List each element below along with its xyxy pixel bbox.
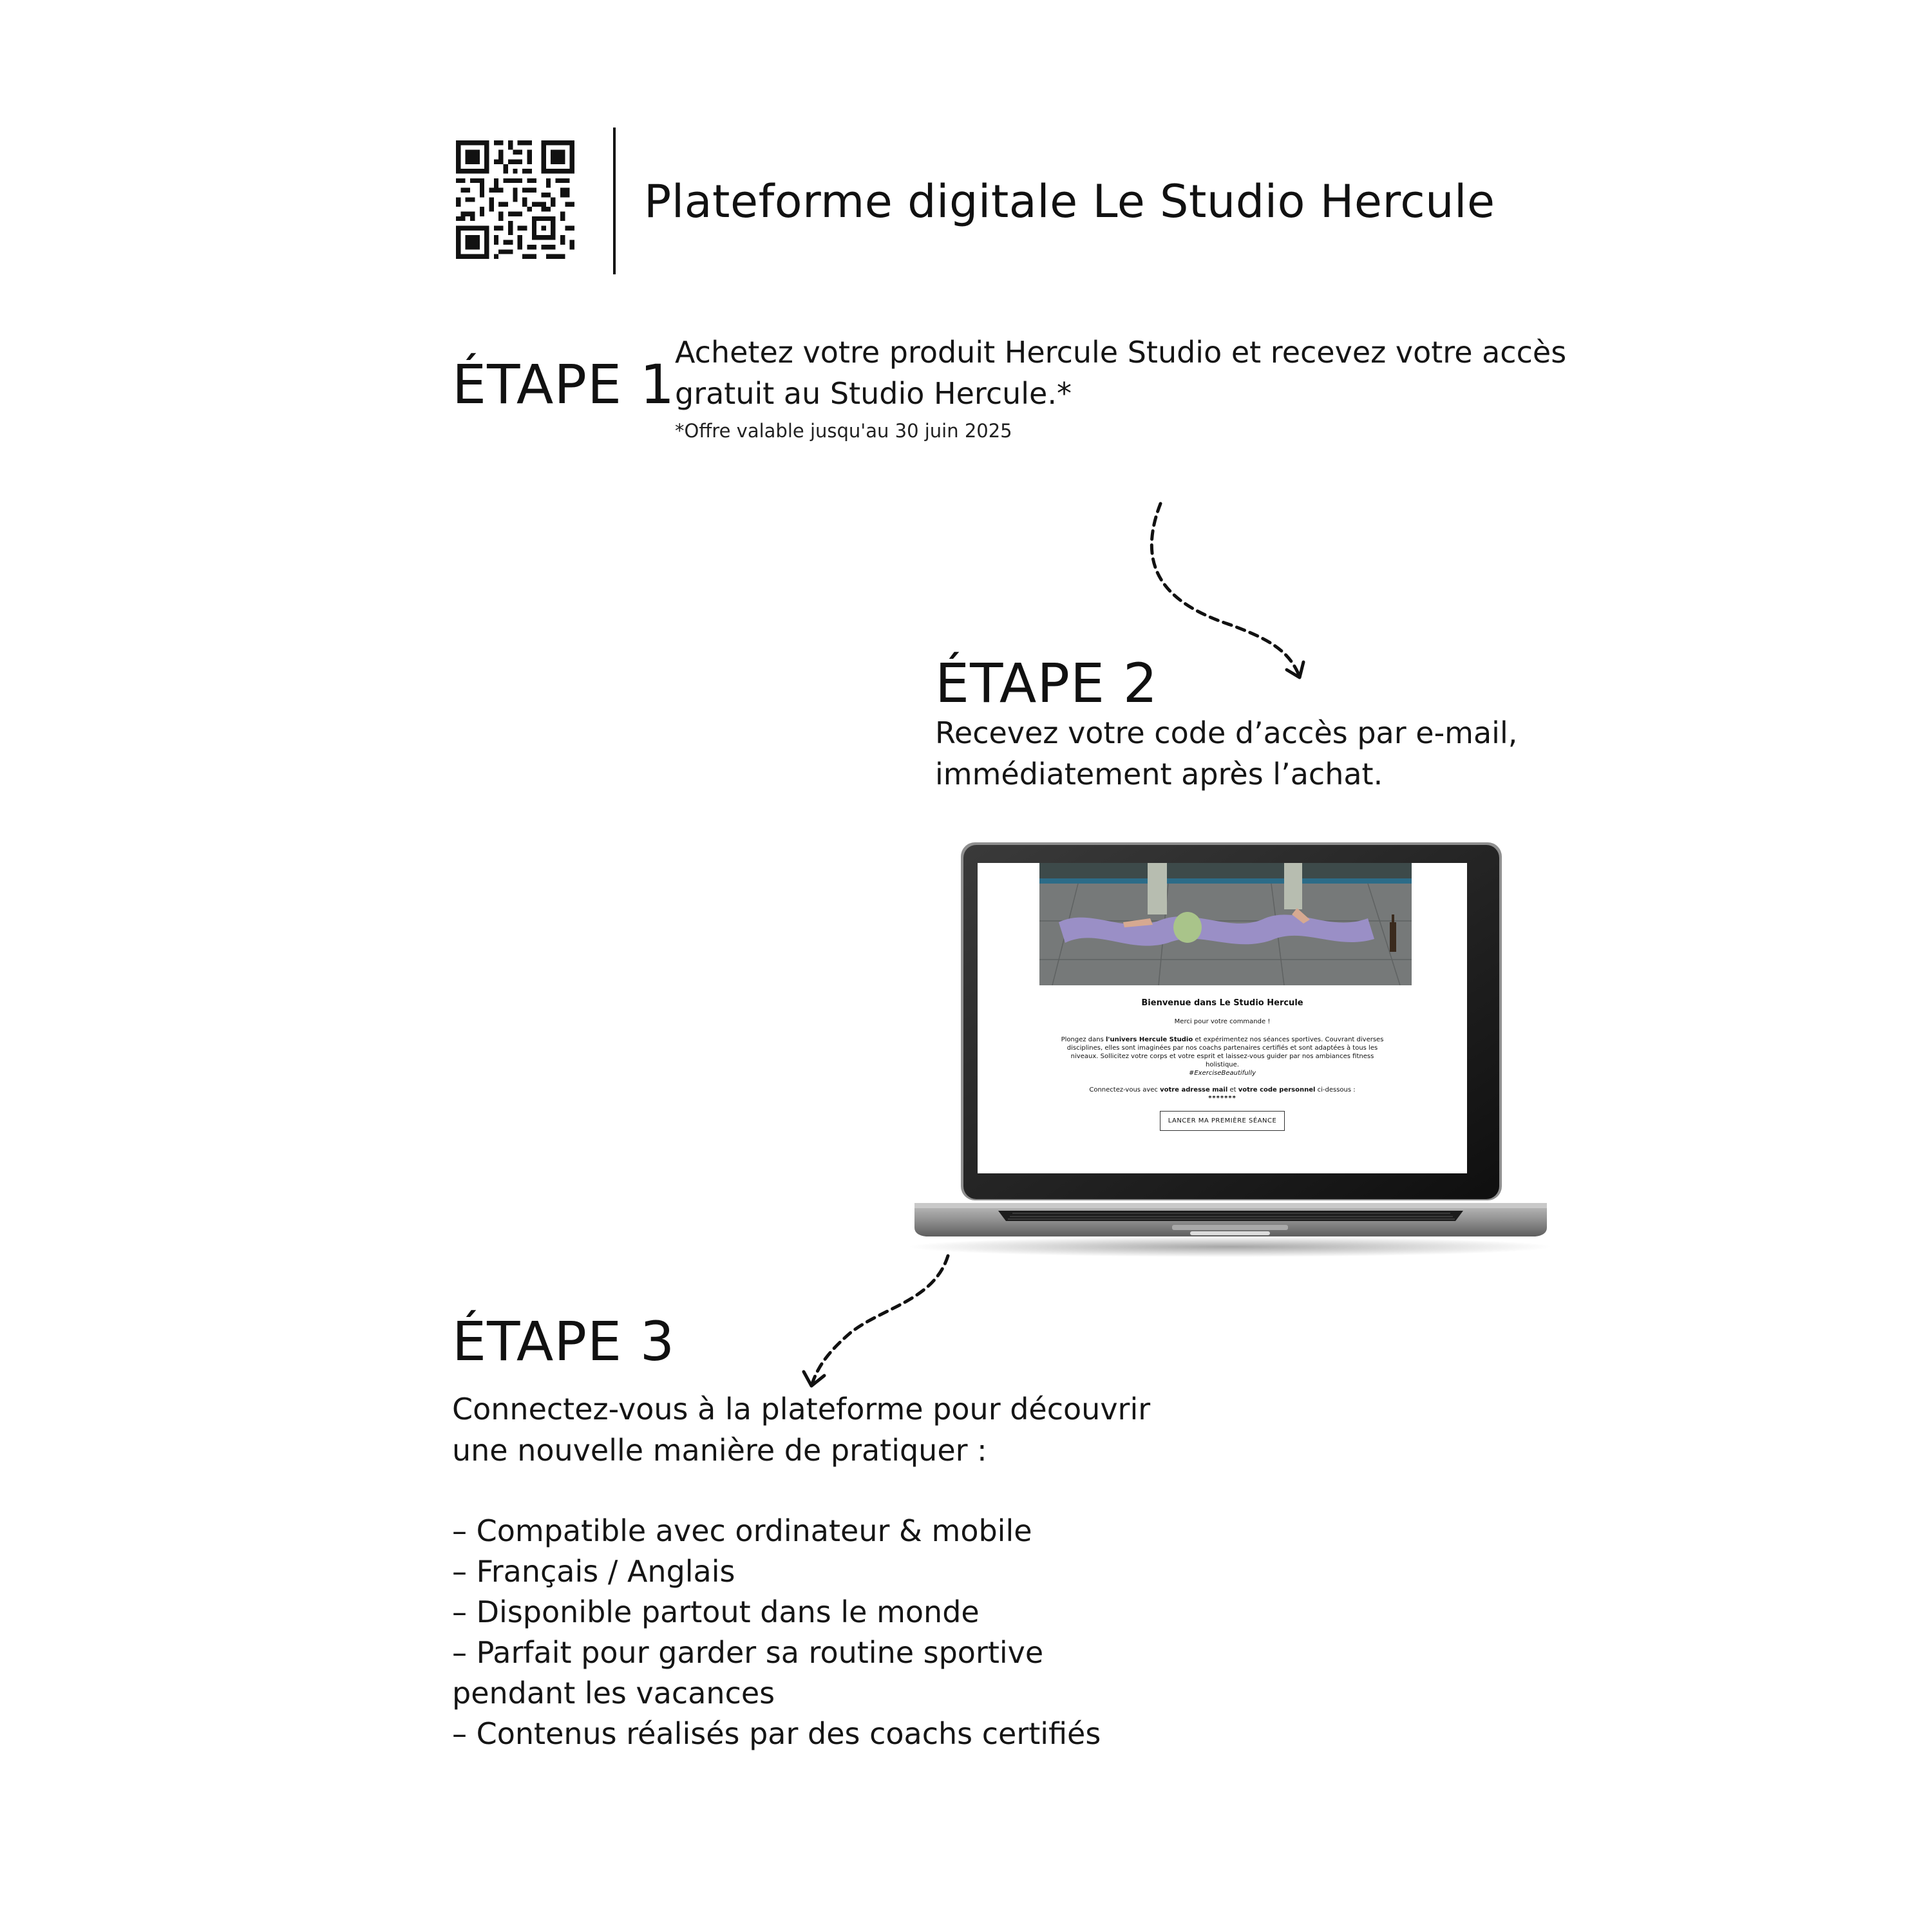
step-1-text — [675, 332, 1566, 414]
list-item: – Contenus réalisés par des coachs certifiés — [452, 1716, 1101, 1751]
step-3-line-2: une nouvelle manière de pratiquer : — [452, 1433, 987, 1468]
launch-session-button[interactable]: LANCER MA PREMIÈRE SÉANCE — [1160, 1111, 1285, 1131]
step-1-line-2: gratuit au Studio Hercule.* — [675, 376, 1072, 411]
email-body — [1055, 1036, 1390, 1077]
features-list — [452, 1511, 1101, 1754]
email-body-post: et expérimentez nos séances sportives. Couvrant diverses disciplines, elles sont imaginées par nos coachs partenaires certifiés et sont adaptées à tous les niveaux. Sollicitez votre corps et votre esprit et laissez-vous guider par nos ambiances fitness holistique. — [1066, 1036, 1384, 1068]
dashed-arrow-icon — [799, 1249, 966, 1397]
step-3-line-1: Connectez-vous à la plateforme pour découvrir — [452, 1392, 1151, 1426]
page-title: Plateforme digitale Le Studio Hercule — [644, 175, 1495, 228]
email-title: Bienvenue dans Le Studio Hercule — [1141, 998, 1303, 1008]
step-1-label: ÉTAPE 1 — [452, 353, 676, 416]
step-2-line-2: immédiatement après l’achat. — [935, 757, 1383, 791]
qr-code-icon — [456, 140, 574, 259]
email-connect-email: votre adresse mail — [1160, 1086, 1228, 1094]
email-body-bold: l'univers Hercule Studio — [1106, 1036, 1193, 1043]
header-divider — [613, 128, 616, 274]
offer-note: *Offre valable jusqu'au 30 juin 2025 — [675, 420, 1012, 442]
step-3-label: ÉTAPE 3 — [452, 1310, 676, 1373]
access-code: ******* — [1208, 1095, 1236, 1102]
hero-photo — [1039, 863, 1412, 985]
step-3-text — [452, 1388, 1150, 1471]
list-item: – Compatible avec ordinateur & mobile — [452, 1513, 1032, 1548]
email-connect-post: ci-dessous : — [1315, 1086, 1356, 1094]
list-item: – Parfait pour garder sa routine sportive — [452, 1635, 1044, 1670]
step-2-line-1: Recevez votre code d’accès par e-mail, — [935, 715, 1518, 750]
list-item: – Français / Anglais — [452, 1554, 735, 1589]
dashed-arrow-icon — [1133, 496, 1314, 689]
email-connect — [978, 1086, 1467, 1094]
step-2-label: ÉTAPE 2 — [935, 652, 1159, 715]
welcome-email — [978, 989, 1467, 1131]
list-item: – Disponible partout dans le monde — [452, 1595, 980, 1629]
laptop-screen — [978, 863, 1467, 1173]
step-2-text — [935, 712, 1517, 795]
email-body-pre: Plongez dans — [1061, 1036, 1106, 1043]
email-connect-code: votre code personnel — [1238, 1086, 1316, 1094]
email-connect-pre: Connectez-vous avec — [1089, 1086, 1160, 1094]
list-item: pendant les vacances — [452, 1676, 775, 1710]
email-connect-mid: et — [1227, 1086, 1238, 1094]
step-1-line-1: Achetez votre produit Hercule Studio et recevez votre accès — [675, 335, 1567, 370]
email-hashtag: #ExerciseBeautifully — [1188, 1070, 1256, 1077]
email-thanks: Merci pour votre commande ! — [1174, 1018, 1271, 1025]
